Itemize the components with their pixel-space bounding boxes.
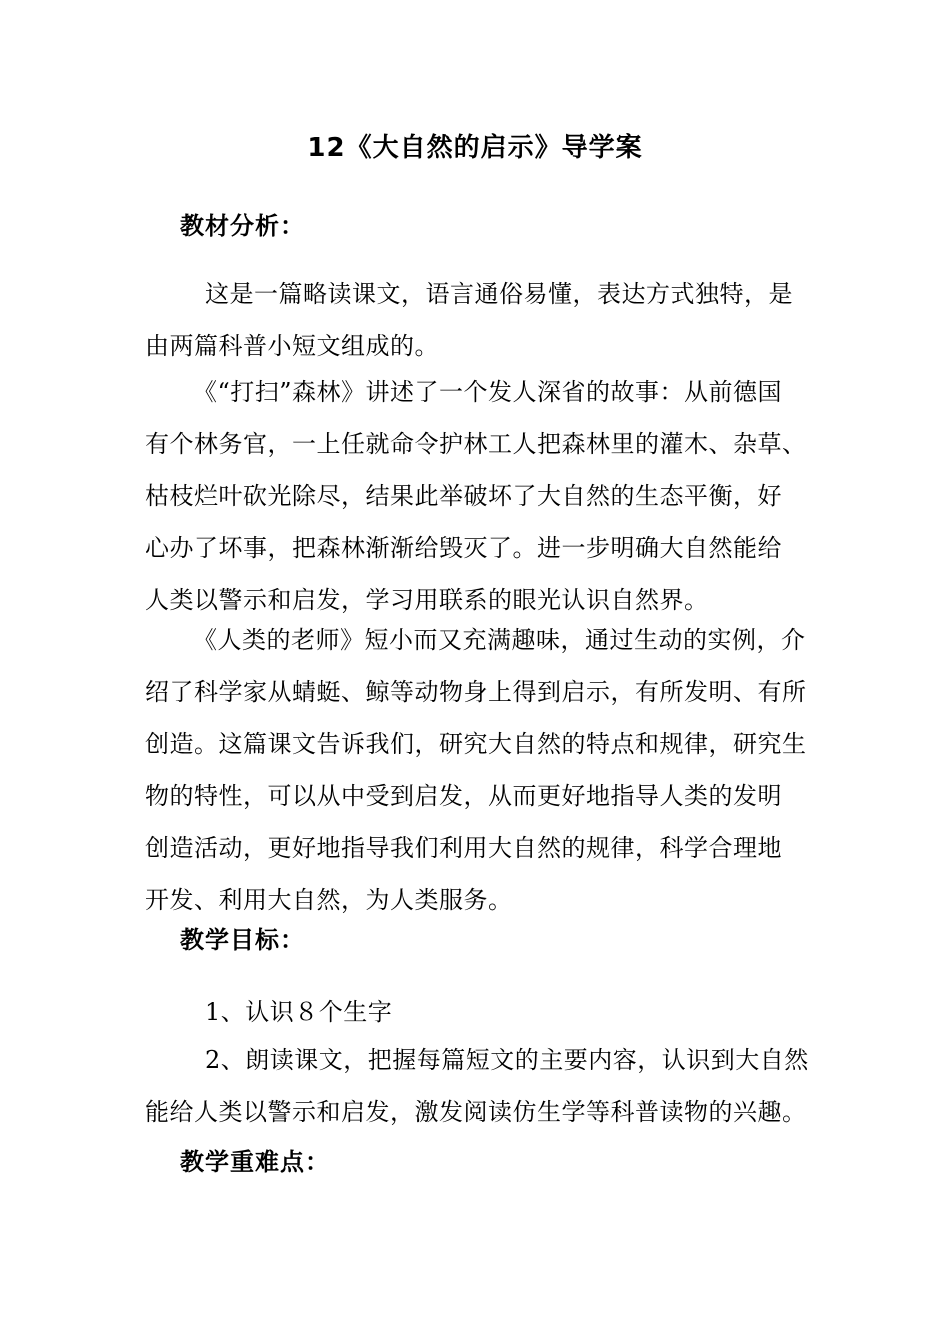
goal-line: 能给人类以警示和启发，激发阅读仿生学等科普读物的兴趣。 [145, 1098, 807, 1126]
analysis-paragraph-3 [145, 614, 825, 926]
paragraph-line: 有个林务官，一上任就命令护林工人把森林里的灌木、杂草、 [145, 430, 807, 458]
paragraph-line: 由两篇科普小短文组成的。 [145, 332, 439, 360]
analysis-paragraph-2 [145, 366, 825, 626]
goal-item-1 [145, 986, 825, 1038]
paragraph-line: 物的特性，可以从中受到启发，从而更好地指导人类的发明 [145, 782, 782, 810]
goal-line: 1、认识８个生字 [205, 998, 393, 1026]
paragraph-line: 心办了坏事，把森林渐渐给毁灭了。进一步明确大自然能给 [145, 534, 782, 562]
document-title: 12《大自然的启示》导学案 [307, 133, 643, 163]
goal-item-2 [145, 1034, 825, 1138]
heading-key-points: 教学重难点： [180, 1148, 330, 1176]
paragraph-line: 绍了科学家从蜻蜓、鲸等动物身上得到启示，有所发明、有所 [145, 678, 807, 706]
paragraph-line: 这是一篇略读课文，语言通俗易懂，表达方式独特，是 [205, 280, 793, 308]
heading-analysis: 教材分析： [180, 212, 305, 240]
paragraph-line: 《“打扫”森林》讲述了一个发人深省的故事：从前德国 [193, 378, 783, 406]
paragraph-line: 创造活动，更好地指导我们利用大自然的规律，科学合理地 [145, 834, 782, 862]
paragraph-line: 人类以警示和启发，学习用联系的眼光认识自然界。 [145, 586, 709, 614]
heading-goals: 教学目标： [180, 926, 305, 954]
goal-line: 2、朗读课文，把握每篇短文的主要内容，认识到大自然 [205, 1046, 809, 1074]
analysis-paragraph-1 [145, 268, 825, 372]
paragraph-line: 创造。这篇课文告诉我们，研究大自然的特点和规律，研究生 [145, 730, 807, 758]
paragraph-line: 开发、利用大自然，为人类服务。 [145, 886, 513, 914]
paragraph-line: 枯枝烂叶砍光除尽，结果此举破坏了大自然的生态平衡，好 [145, 482, 782, 510]
paragraph-line: 《人类的老师》短小而又充满趣味，通过生动的实例，介 [193, 626, 806, 654]
